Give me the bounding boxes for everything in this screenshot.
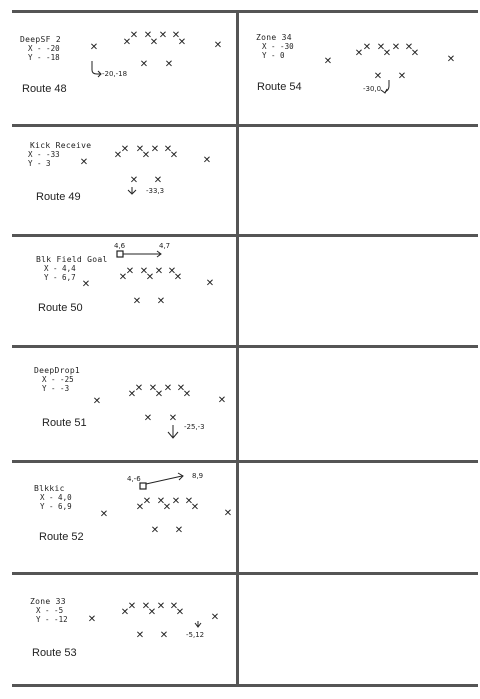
player-x-icon: ✕ (143, 413, 153, 424)
divider (12, 684, 478, 687)
player-x-icon: ✕ (169, 150, 179, 161)
route-arrow-icon (239, 13, 478, 124)
route-label: Route 54 (257, 81, 302, 93)
play-cell-route-49 (12, 127, 236, 234)
player-x-icon: ✕ (150, 525, 160, 536)
route-end-label: 4,7 (159, 242, 171, 250)
route-label: Route 53 (32, 647, 77, 659)
player-x-icon: ✕ (79, 157, 89, 168)
play-cell-route-52 (12, 463, 236, 572)
player-x-icon: ✕ (125, 266, 135, 277)
player-x-icon: ✕ (190, 502, 200, 513)
play-x-value: X - 4,4 (44, 264, 76, 273)
player-x-icon: ✕ (92, 396, 102, 407)
player-x-icon: ✕ (148, 383, 158, 394)
player-x-icon: ✕ (129, 30, 139, 41)
player-x-icon: ✕ (129, 175, 139, 186)
play-cell-route-54 (239, 13, 478, 124)
player-x-icon: ✕ (158, 30, 168, 41)
route-end-label: -5,12 (186, 631, 205, 639)
play-y-value: Y - -3 (42, 384, 70, 393)
player-x-icon: ✕ (202, 155, 212, 166)
play-y-value: Y - 6,7 (44, 273, 76, 282)
player-x-icon: ✕ (391, 42, 401, 53)
player-x-icon: ✕ (404, 42, 414, 53)
player-x-icon: ✕ (446, 54, 456, 65)
play-x-value: X - -20 (28, 44, 60, 53)
player-x-icon: ✕ (382, 48, 392, 59)
route-end-label: -25,-3 (184, 423, 205, 431)
player-x-icon: ✕ (154, 389, 164, 400)
player-x-icon: ✕ (163, 383, 173, 394)
player-x-icon: ✕ (139, 59, 149, 70)
route-end-label: -33,3 (146, 187, 165, 195)
player-x-icon: ✕ (134, 383, 144, 394)
route-start-label: 4,6 (114, 242, 126, 250)
player-x-icon: ✕ (169, 601, 179, 612)
player-x-icon: ✕ (156, 601, 166, 612)
route-label: Route 48 (22, 83, 67, 95)
player-x-icon: ✕ (182, 389, 192, 400)
route-label: Route 49 (36, 191, 81, 203)
route-label: Route 50 (38, 302, 83, 314)
play-x-value: X - -33 (28, 150, 60, 159)
route-arrow-icon (12, 237, 236, 345)
play-cell-route-50 (12, 237, 236, 345)
player-x-icon: ✕ (171, 30, 181, 41)
player-x-icon: ✕ (113, 150, 123, 161)
player-x-icon: ✕ (168, 413, 178, 424)
play-x-value: X - 4,0 (40, 493, 72, 502)
player-x-icon: ✕ (177, 37, 187, 48)
player-x-icon: ✕ (175, 607, 185, 618)
player-x-icon: ✕ (205, 278, 215, 289)
play-cell-route-53 (12, 575, 236, 684)
route-label: Route 51 (42, 417, 87, 429)
player-x-icon: ✕ (122, 37, 132, 48)
player-x-icon: ✕ (174, 525, 184, 536)
route-end-label: -20,-18 (102, 70, 128, 78)
player-x-icon: ✕ (135, 630, 145, 641)
player-x-icon: ✕ (141, 150, 151, 161)
player-x-icon: ✕ (167, 266, 177, 277)
player-x-icon: ✕ (156, 296, 166, 307)
player-x-icon: ✕ (143, 30, 153, 41)
play-cell-route-48 (12, 13, 236, 124)
player-x-icon: ✕ (354, 48, 364, 59)
player-x-icon: ✕ (153, 175, 163, 186)
play-title: Blkkic (34, 484, 65, 493)
player-x-icon: ✕ (147, 607, 157, 618)
player-x-icon: ✕ (141, 601, 151, 612)
route-start-label: 4,-6 (127, 475, 141, 483)
play-y-value: Y - 3 (28, 159, 51, 168)
player-x-icon: ✕ (135, 502, 145, 513)
play-y-value: Y - -18 (28, 53, 60, 62)
player-x-icon: ✕ (376, 42, 386, 53)
player-x-icon: ✕ (154, 266, 164, 277)
player-x-icon: ✕ (210, 612, 220, 623)
player-x-icon: ✕ (223, 508, 233, 519)
player-x-icon: ✕ (173, 272, 183, 283)
route-end-label: 8,9 (192, 472, 204, 480)
play-title: DeepSF 2 (20, 35, 61, 44)
player-x-icon: ✕ (164, 59, 174, 70)
player-x-icon: ✕ (81, 279, 91, 290)
route-arrow-icon (12, 13, 236, 124)
player-x-icon: ✕ (89, 42, 99, 53)
play-x-value: X - -25 (42, 375, 74, 384)
play-cell-route-51 (12, 348, 236, 460)
player-x-icon: ✕ (132, 296, 142, 307)
player-x-icon: ✕ (99, 509, 109, 520)
player-x-icon: ✕ (142, 496, 152, 507)
player-x-icon: ✕ (323, 56, 333, 67)
player-x-icon: ✕ (176, 383, 186, 394)
play-y-value: Y - 6,9 (40, 502, 72, 511)
play-y-value: Y - -12 (36, 615, 68, 624)
player-x-icon: ✕ (397, 71, 407, 82)
route-label: Route 52 (39, 531, 84, 543)
player-x-icon: ✕ (127, 601, 137, 612)
player-x-icon: ✕ (139, 266, 149, 277)
player-x-icon: ✕ (118, 272, 128, 283)
play-title: Blk Field Goal (36, 255, 108, 264)
route-arrow-icon (12, 463, 236, 572)
play-title: DeepDrop1 (34, 366, 81, 375)
player-x-icon: ✕ (145, 272, 155, 283)
play-x-value: X - -5 (36, 606, 64, 615)
player-x-icon: ✕ (159, 630, 169, 641)
route-arrow-icon (12, 127, 236, 234)
play-x-value: X - -30 (262, 42, 294, 51)
player-x-icon: ✕ (127, 389, 137, 400)
player-x-icon: ✕ (150, 144, 160, 155)
player-x-icon: ✕ (163, 144, 173, 155)
route-arrow-icon (12, 575, 236, 684)
player-x-icon: ✕ (373, 71, 383, 82)
play-y-value: Y - 0 (262, 51, 285, 60)
play-title: Zone 33 (30, 597, 66, 606)
player-x-icon: ✕ (135, 144, 145, 155)
route-end-label: -30,0 (363, 85, 382, 93)
player-x-icon: ✕ (162, 502, 172, 513)
player-x-icon: ✕ (156, 496, 166, 507)
player-x-icon: ✕ (213, 40, 223, 51)
play-title: Kick Receive (30, 141, 92, 150)
player-x-icon: ✕ (410, 48, 420, 59)
player-x-icon: ✕ (184, 496, 194, 507)
player-x-icon: ✕ (87, 614, 97, 625)
player-x-icon: ✕ (120, 144, 130, 155)
play-title: Zone 34 (256, 33, 292, 42)
player-x-icon: ✕ (217, 395, 227, 406)
route-arrow-icon (12, 348, 236, 460)
player-x-icon: ✕ (171, 496, 181, 507)
player-x-icon: ✕ (120, 607, 130, 618)
player-x-icon: ✕ (362, 42, 372, 53)
player-x-icon: ✕ (149, 37, 159, 48)
